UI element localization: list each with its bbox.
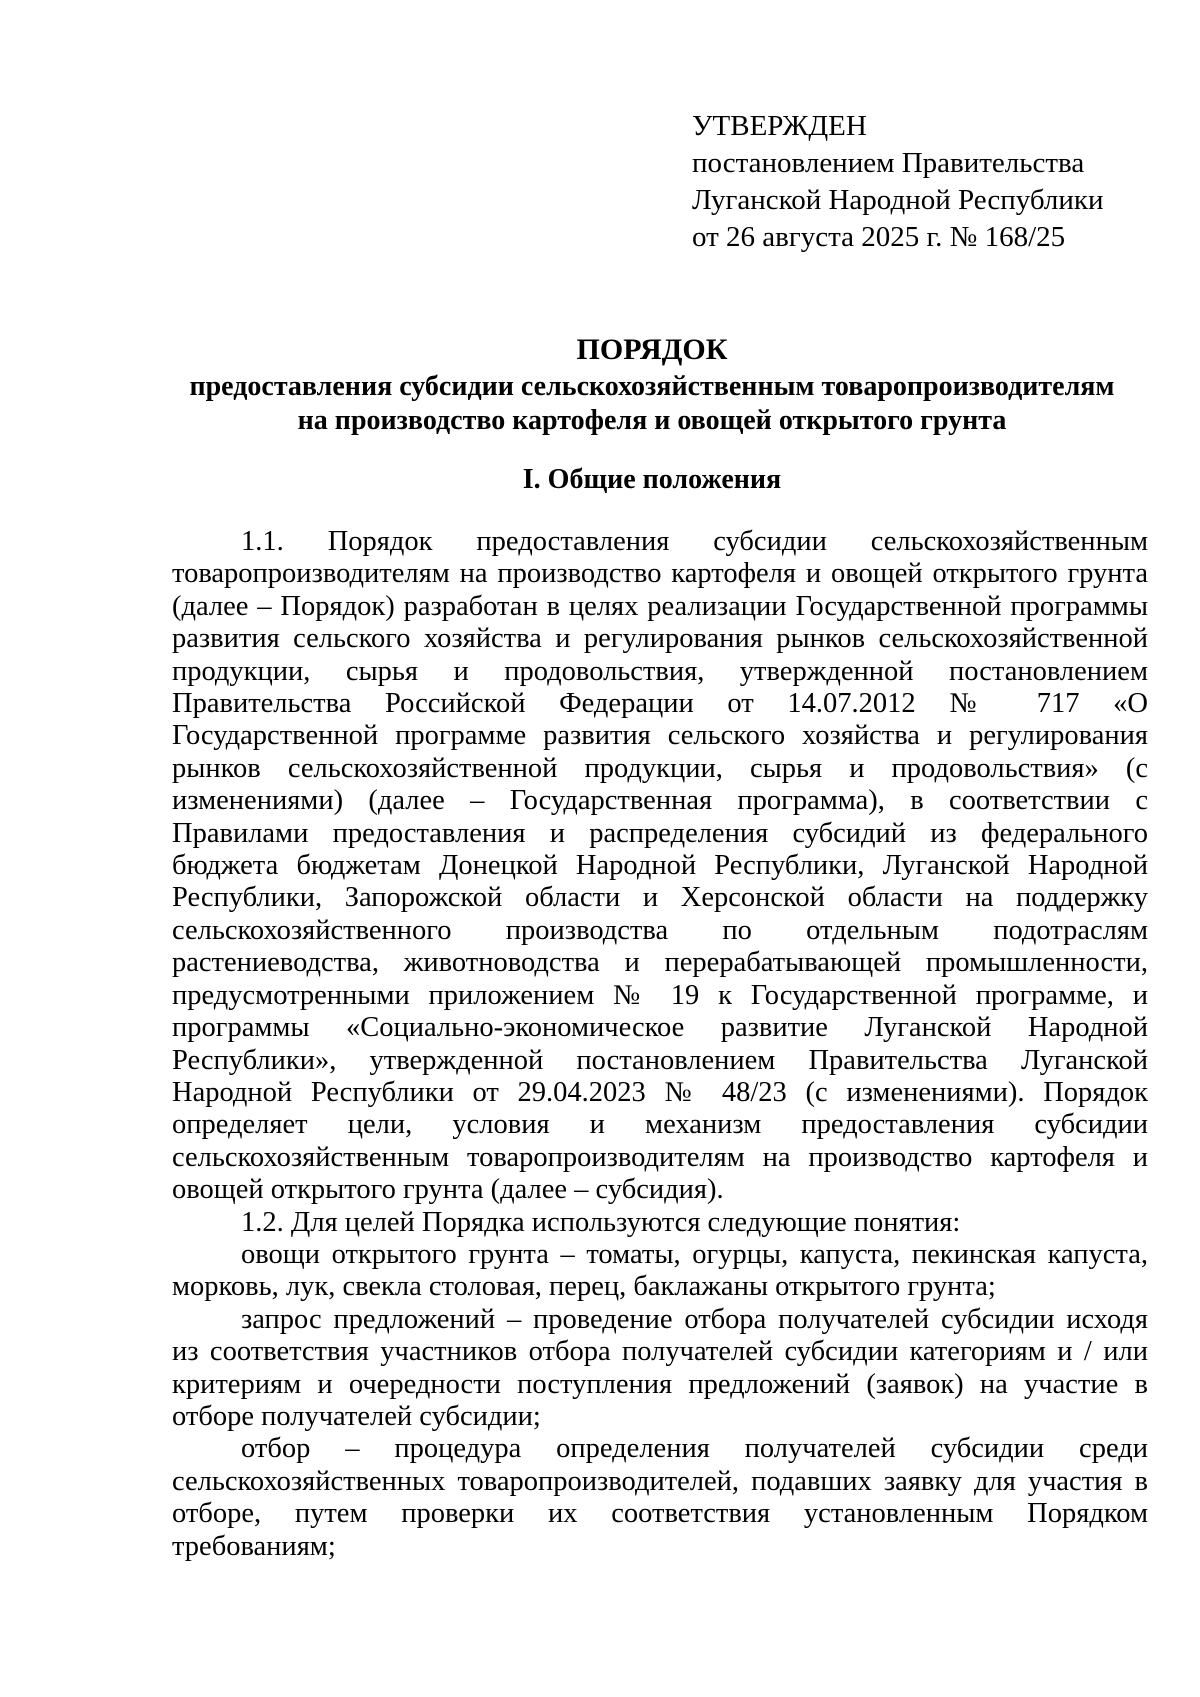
paragraph-1-2: 1.2. Для целей Порядка используются следующие понятия: — [241, 1206, 961, 1238]
approval-government: Луганской Народной Республики — [692, 184, 1104, 216]
document-title-block — [172, 332, 1132, 438]
approval-authority: постановлением Правительства — [692, 147, 1085, 179]
document-subtitle-line-1: предоставления субсидии сельскохозяйственным товаропроизводителям — [189, 371, 1115, 402]
document-body — [172, 526, 1148, 1563]
document-subtitle-line-2: на производство картофеля и овощей открытого грунта — [297, 405, 1007, 436]
definition-selection: отбор – процедура определения получателей субсидии среди сельскохозяйственных товаропроизводителей, подавших заявку для участия в отборе, путем проверки их соответствия установленным Порядком требованиям; — [172, 1433, 1148, 1562]
approval-stamp — [692, 108, 1104, 256]
definition-vegetables: овощи открытого грунта – томаты, огурцы, капуста, пекинская капуста, морковь, лук, свекла столовая, перец, баклажаны открытого грунта; — [172, 1238, 1148, 1303]
paragraph-1-1: 1.1. Порядок предоставления субсидии сельскохозяйственным товаропроизводителям на производство картофеля и овощей открытого грунта (далее – Порядок) разработан в целях реализации Государственной программы развития сельского хозяйства и регулирования рынков сельскохозяйственной продукции, сырья и продовольствия, утвержденной постановлением Правительства Российской Федерации от 14.07.2012 № 717 «О Государственной программе развития сельского хозяйства и регулирования рынков сельскохозяйственной продукции, сырья и продовольствия» (с изменениями) (далее – Государственная программа), в соответствии с Правилами предоставления и распределения субсидий из федерального бюджета бюджетам Донецкой Народной Республики, Луганской Народной Республики, Запорожской области и Херсонской области на поддержку сельскохозяйственного производства по отдельным подотраслям растениеводства, животноводства и перерабатывающей промышленности, предусмотренными приложением № 19 к Государственной программе, и программы «Социально-экономическое развитие Луганской Народной Республики», утвержденной постановлением Правительства Луганской Народной Республики от 29.04.2023 № 48/23 (с изменениями). Порядок определяет цели, условия и механизм предоставления субсидии сельскохозяйственным товаропроизводителям на производство картофеля и овощей открытого грунта (далее – субсидия). — [172, 526, 1148, 1206]
document-title: ПОРЯДОК — [576, 333, 728, 366]
definition-request-proposals: запрос предложений – проведение отбора получателей субсидии исходя из соответствия участников отбора получателей субсидии категориям и / или критериям и очередности поступления предложений (заявок) на участие в отборе получателей субсидии; — [172, 1303, 1148, 1432]
approval-status: УТВЕРЖДЕН — [692, 110, 867, 142]
approval-date-number: от 26 августа 2025 г. № 168/25 — [692, 221, 1066, 253]
section-heading: I. Общие положения — [522, 464, 782, 495]
